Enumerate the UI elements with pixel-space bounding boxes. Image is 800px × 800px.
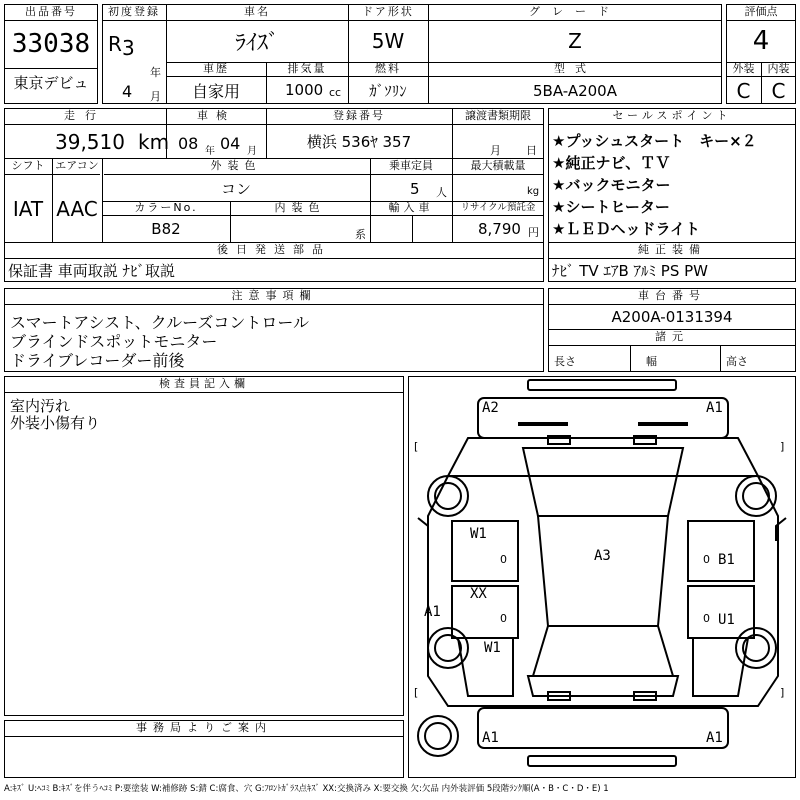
damage-mark: A1 — [706, 400, 723, 416]
max-load-unit: kg — [527, 186, 540, 197]
shift-label: シフト — [11, 159, 45, 172]
ext-color-label: 外装色 — [210, 159, 262, 172]
displacement-label: 排気量 — [287, 62, 327, 75]
ext-score-label: 外装 — [732, 62, 755, 75]
color-no-value: B82 — [151, 220, 181, 238]
damage-mark: A2 — [482, 400, 499, 416]
color-no-label: カラーNo. — [134, 201, 198, 214]
history-value: 自家用 — [191, 82, 240, 101]
int-score-label: 内装 — [767, 62, 790, 75]
later-parts-label: 後日発送部品 — [217, 243, 331, 256]
shift-value: IAT — [12, 196, 44, 221]
sales-item: ★プッシュスタート キー×２ — [552, 132, 757, 150]
damage-mark: B1 — [718, 552, 735, 568]
chassis-label: 車台番号 — [638, 289, 706, 302]
int-score: C — [771, 78, 786, 103]
score-label: 評価点 — [744, 5, 778, 18]
lot-label: 出品番号 — [25, 5, 77, 18]
grade-value: Z — [568, 29, 582, 53]
fuel-value: ｶﾞｿﾘﾝ — [369, 82, 407, 100]
zero-mark: 0 — [703, 553, 710, 566]
reg-label: 初度登録 — [108, 5, 160, 18]
recycle-label: リサイクル預託金 — [460, 202, 536, 213]
damage-mark: A1 — [482, 730, 499, 746]
mileage-label: 走行 — [64, 109, 106, 122]
model-label: 型式 — [554, 62, 596, 75]
transfer-label: 譲渡書類期限 — [465, 109, 531, 122]
bracket-mark: ] — [780, 440, 785, 453]
displacement-value: 1000 — [285, 81, 324, 99]
car-label: 車名 — [244, 5, 270, 18]
notes-line: ブラインドスポットモニター — [10, 332, 218, 351]
inspector-line: 室内汚れ — [10, 397, 71, 415]
recycle-value: 8,790 — [478, 220, 521, 238]
inspection-month: 04 — [220, 134, 241, 153]
inspection-month-unit: 月 — [247, 146, 257, 157]
displacement-unit: cc — [329, 86, 342, 99]
inspection-year-unit: 年 — [205, 146, 215, 157]
venue: 東京デビュ — [13, 73, 89, 92]
inspector-label: 検査員記入欄 — [159, 377, 249, 390]
damage-mark: A1 — [424, 604, 441, 620]
sales-item: ★バックモニター — [552, 176, 671, 194]
reg-year-unit: 年 — [150, 66, 161, 79]
mileage-value: 39,510 — [55, 130, 125, 154]
door-value: 5W — [371, 29, 405, 53]
int-color-suffix: 系 — [355, 228, 366, 241]
damage-mark: W1 — [484, 640, 501, 656]
transfer-day: 日 — [526, 144, 537, 157]
transfer-month: 月 — [490, 144, 501, 157]
zero-mark: 0 — [703, 612, 710, 625]
later-parts-value: 保証書 車両取説 ﾅﾋﾞ取説 — [8, 262, 176, 280]
lot-number: 33038 — [11, 29, 91, 59]
damage-mark: W1 — [470, 526, 487, 542]
plate-value: 横浜 536ﾔ 357 — [306, 133, 412, 151]
recycle-unit: 円 — [528, 226, 539, 239]
reg-year: 3 — [122, 36, 135, 60]
ac-label: エアコン — [55, 159, 99, 172]
bracket-mark: ] — [780, 686, 785, 699]
notes-line: ドライブレコーダー前後 — [10, 351, 185, 370]
model-value: 5BA-A200A — [532, 81, 617, 100]
reg-era: R — [108, 32, 122, 56]
history-label: 車歴 — [203, 62, 229, 75]
mileage-unit: km — [138, 130, 170, 154]
zero-mark: 0 — [500, 553, 507, 566]
grade-label: グレード — [529, 5, 621, 18]
dims-width: 幅 — [646, 355, 657, 368]
sales-item: ★純正ナビ、ＴＶ — [552, 154, 671, 172]
dims-length: 長さ — [554, 355, 576, 368]
inspector-line: 外装小傷有り — [10, 414, 101, 432]
damage-mark: XX — [470, 586, 487, 602]
zero-mark: 0 — [500, 612, 507, 625]
office-label: 事務局よりご案内 — [136, 721, 272, 734]
capacity-unit: 人 — [436, 186, 447, 199]
score-value: 4 — [752, 26, 770, 56]
notes-label: 注意事項欄 — [231, 289, 317, 302]
damage-mark: A1 — [706, 730, 723, 746]
bracket-mark: [ — [414, 440, 419, 453]
sales-item: ★シートヒーター — [552, 198, 670, 216]
capacity-label: 乗車定員 — [389, 159, 433, 172]
dims-label: 諸元 — [655, 330, 689, 343]
equipment-value: ﾅﾋﾞ TV ｴｱB ｱﾙﾐ PS PW — [552, 262, 708, 280]
equipment-label: 純正装備 — [638, 243, 706, 256]
legend: A:ｷｽﾞ U:ﾍｺﾐ B:ｷｽﾞを伴うﾍｺﾐ P:要塗装 W:補修跡 S:錆 C:腐食、穴 G:ﾌﾛﾝﾄｶﾞﾗｽ点ｷｽﾞ XX:交換済み X:要交換 欠:欠品 内外装評価 5段階ﾗﾝｸ順(A・B・C・D・E) 1 — [4, 784, 609, 794]
reg-month: 4 — [122, 82, 133, 101]
reg-month-unit: 月 — [150, 90, 161, 103]
import-label: 輸入車 — [388, 201, 434, 214]
plate-label: 登録番号 — [333, 109, 385, 122]
ac-value: AAC — [56, 196, 98, 221]
max-load-label: 最大積載量 — [470, 159, 526, 172]
sales-item: ★ＬＥＤヘッドライト — [552, 220, 700, 238]
ext-color-value: コン — [220, 179, 251, 198]
inspection-label: 車検 — [197, 109, 235, 122]
capacity-value: 5 — [410, 180, 420, 198]
bracket-mark: [ — [414, 686, 419, 699]
car-name: ﾗｲｽﾞ — [234, 30, 279, 56]
sales-label: セールスポイント — [612, 109, 732, 122]
ext-score: C — [736, 78, 751, 103]
damage-mark: A3 — [594, 548, 611, 564]
door-label: ドア形状 — [362, 5, 414, 18]
int-color-label: 内装色 — [274, 201, 326, 214]
damage-mark: U1 — [718, 612, 735, 628]
chassis-value: A200A-0131394 — [611, 308, 733, 326]
fuel-label: 燃料 — [375, 62, 401, 75]
dims-height: 高さ — [726, 355, 748, 368]
notes-line: スマートアシスト、クルーズコントロール — [10, 313, 310, 332]
inspection-year: 08 — [178, 134, 199, 153]
car-outline — [408, 376, 796, 778]
